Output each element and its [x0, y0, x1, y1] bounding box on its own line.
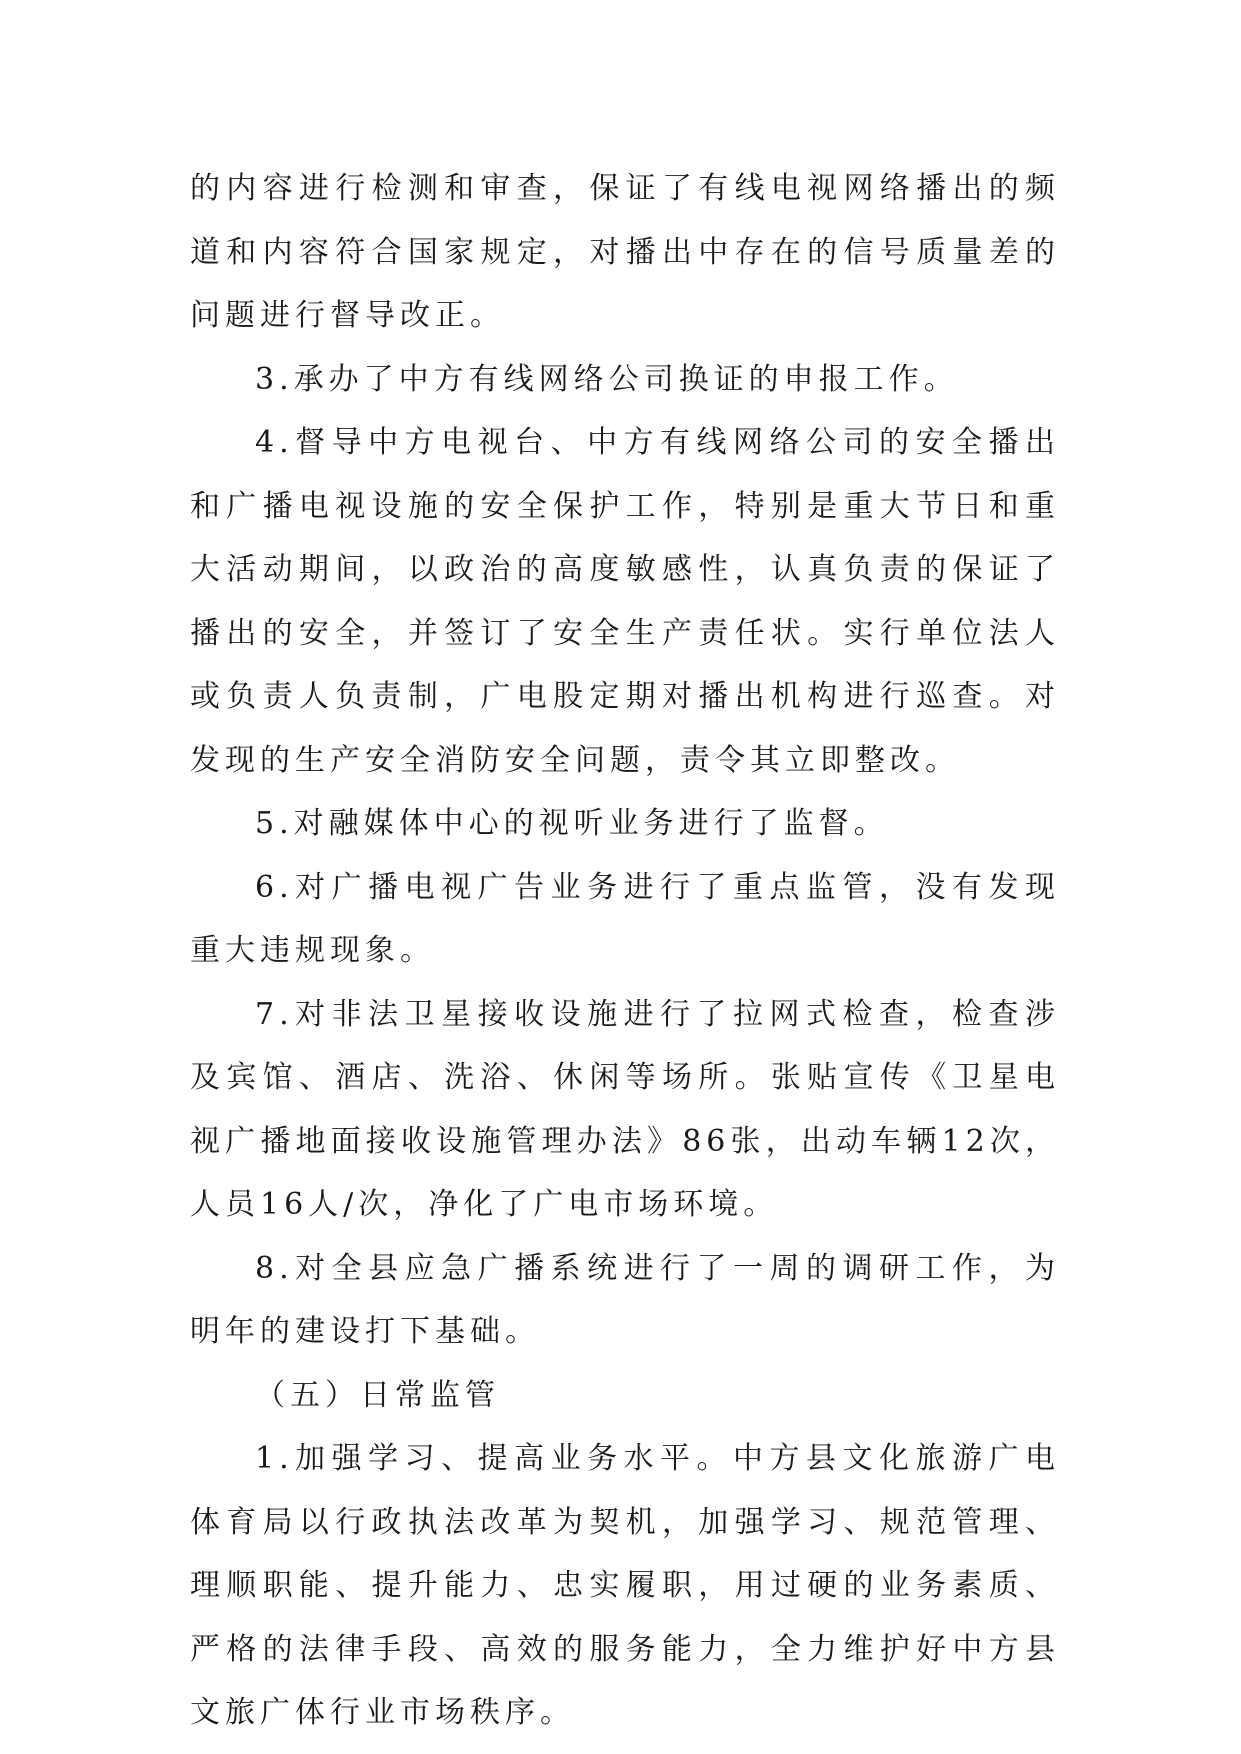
paragraph-item-7: 7.对非法卫星接收设施进行了拉网式检查，检查涉及宾馆、酒店、洗浴、休闲等场所。张贴宣传《卫星电视广播地面接收设施管理办法》86张，出动车辆12次，人员16人/次，净化了广电市场环境。	[190, 996, 1060, 1222]
paragraph-continued: 的内容进行检测和审查，保证了有线电视网络播出的频道和内容符合国家规定，对播出中存在的信号质量差的问题进行督导改正。	[190, 171, 1060, 333]
paragraph-item-5: 5.对融媒体中心的视听业务进行了监督。	[255, 806, 889, 841]
paragraph-section-item-1: 1.加强学习、提高业务水平。中方县文化旅游广电体育局以行政执法改革为契机，加强学习、规范管理、理顺职能、提升能力、忠实履职，用过硬的业务素质、严格的法律手段、高效的服务能力，全力维护好中方县文旅广体行业市场秩序。	[190, 1441, 1060, 1730]
paragraph-item-6: 6.对广播电视广告业务进行了重点监管，没有发现重大违规现象。	[190, 869, 1060, 968]
paragraph-item-3: 3.承办了中方有线网络公司换证的申报工作。	[255, 361, 959, 397]
paragraph-item-4: 4.督导中方电视台、中方有线网络公司的安全播出和广播电视设施的安全保护工作，特别是重大节日和重大活动期间，以政治的高度敏感性，认真负责的保证了播出的安全，并签订了安全生产责任状。实行单位法人或负责人负责制，广电股定期对播出机构进行巡查。对发现的生产安全消防安全问题，责令其立即整改。	[190, 425, 1060, 778]
paragraph-item-8: 8.对全县应急广播系统进行了一周的调研工作，为明年的建设打下基础。	[190, 1250, 1060, 1349]
section-heading: （五）日常监管	[255, 1377, 500, 1413]
document-page	[190, 157, 1060, 1745]
